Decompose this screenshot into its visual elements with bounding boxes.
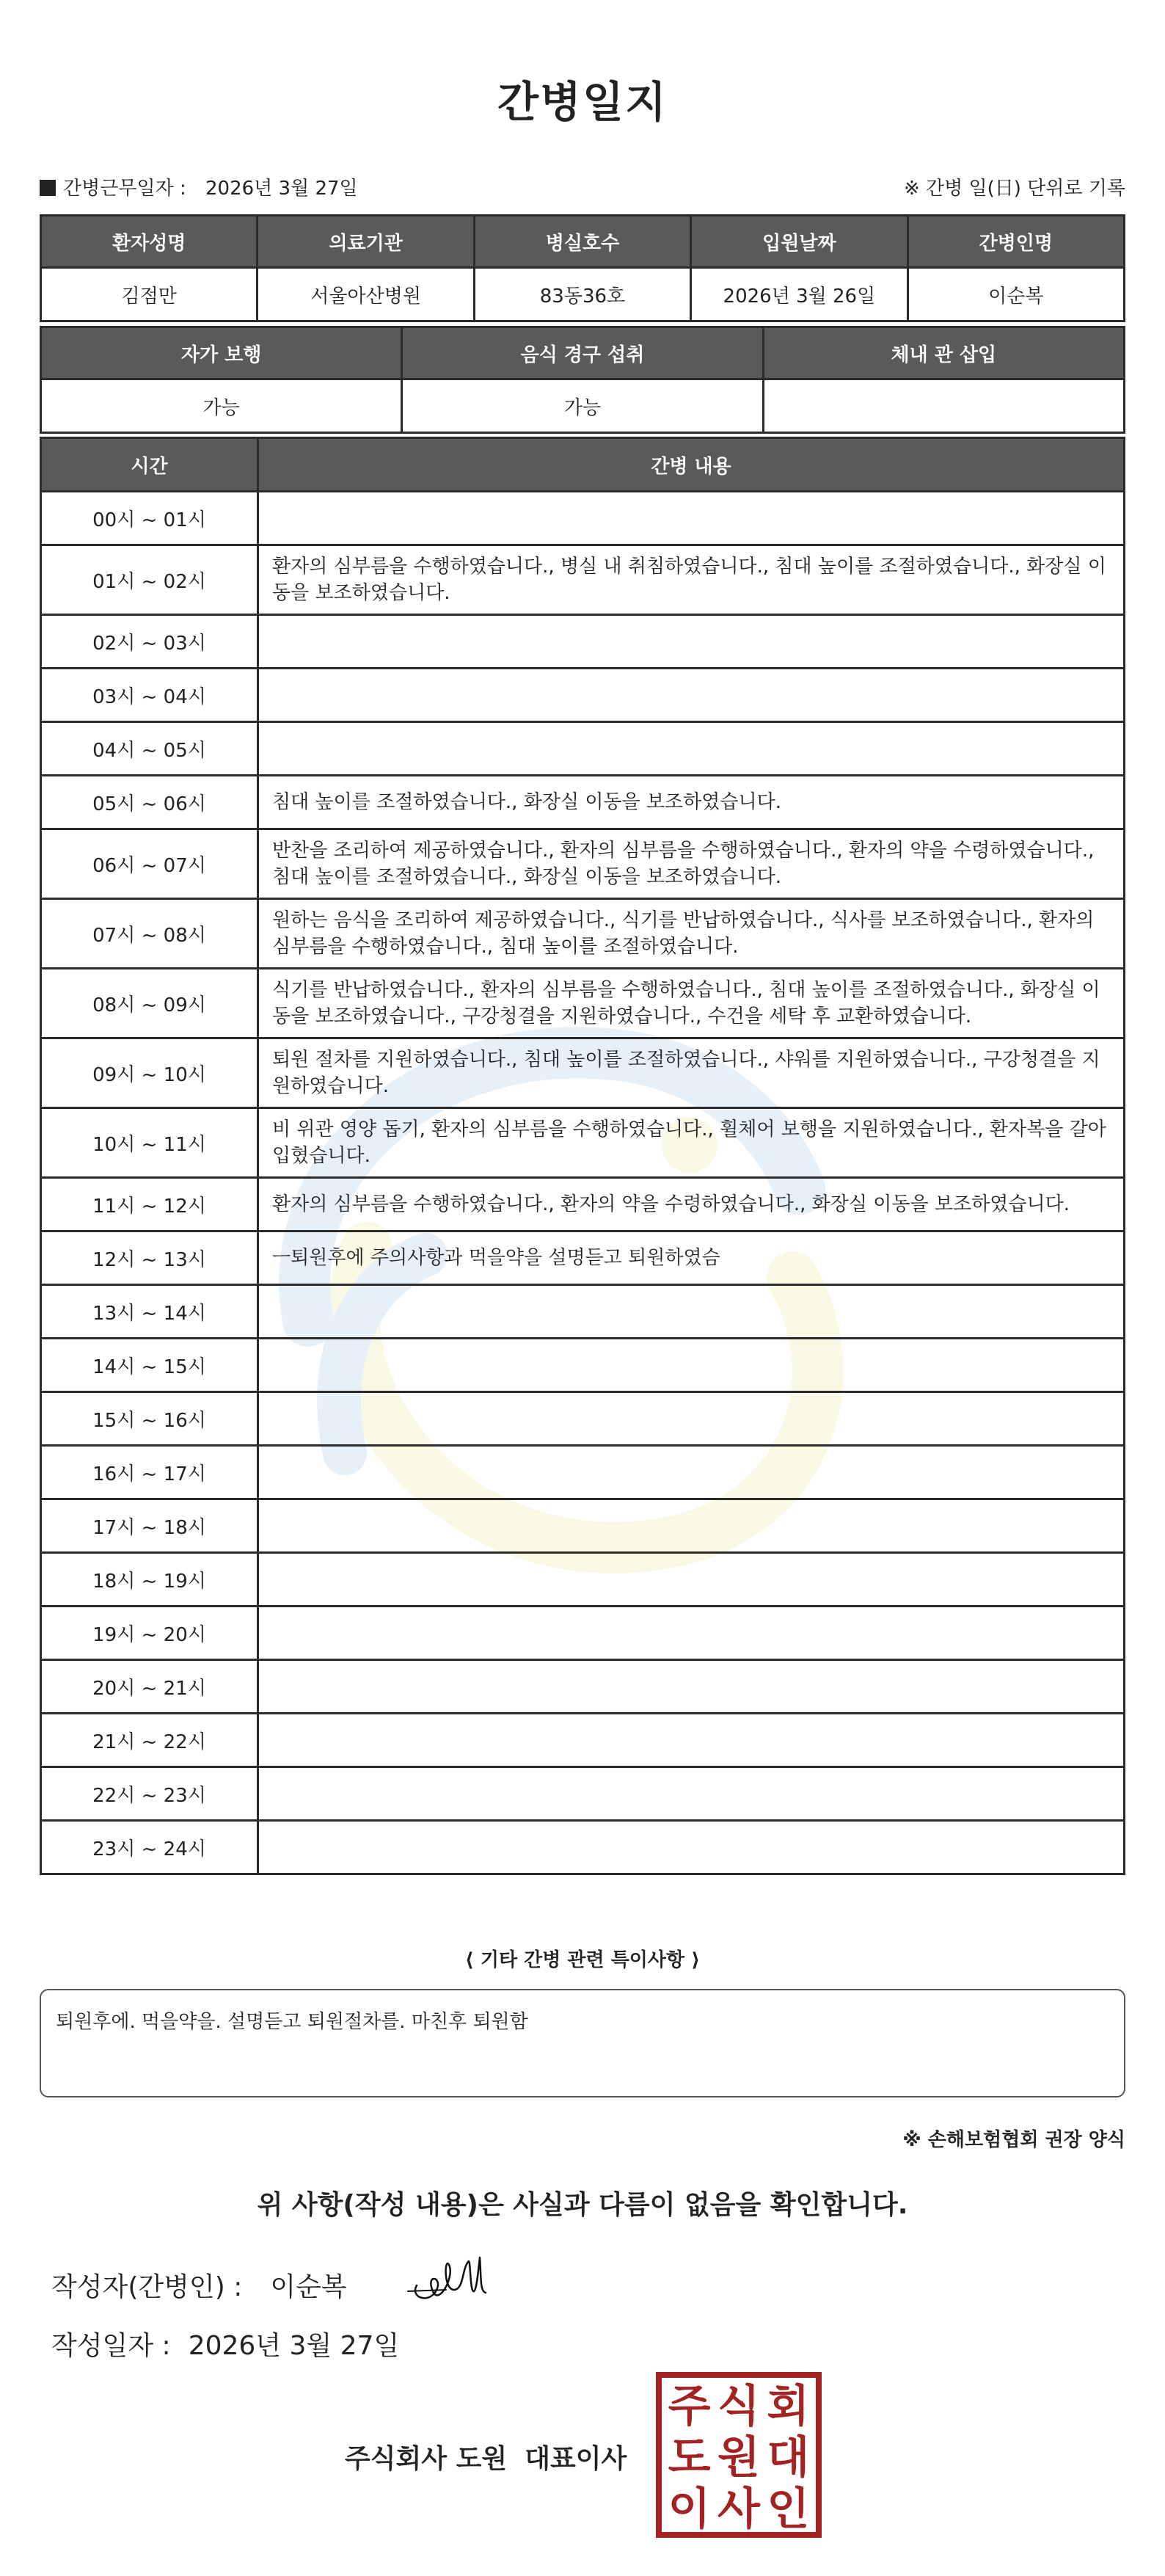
table-row bbox=[41, 1285, 1125, 1339]
seal-character: 식 bbox=[717, 2381, 760, 2432]
log-time: 07시 ~ 08시 bbox=[41, 899, 258, 969]
table-row bbox=[41, 615, 1125, 669]
header-admission-date: 입원날짜 bbox=[691, 216, 907, 268]
table-row bbox=[41, 1607, 1125, 1660]
table-row bbox=[41, 1339, 1125, 1392]
writer-line bbox=[51, 2266, 347, 2304]
special-notes-box: 퇴원후에. 먹을약을. 설명듣고 퇴원절차를. 마친후 퇴원함 bbox=[40, 1989, 1125, 2097]
header-time: 시간 bbox=[41, 438, 258, 492]
log-time: 11시 ~ 12시 bbox=[41, 1178, 258, 1231]
header-oral-intake: 음식 경구 섭취 bbox=[402, 327, 763, 379]
log-content bbox=[258, 1767, 1125, 1821]
patient-info-table bbox=[40, 214, 1125, 322]
table-row bbox=[41, 1231, 1125, 1285]
table-row bbox=[41, 1499, 1125, 1553]
log-content: 퇴원 절차를 지원하였습니다., 침대 높이를 조절하였습니다., 샤워를 지원하였습니다., 구강청결을 지원하였습니다. bbox=[258, 1038, 1125, 1108]
oral-intake-status: 가능 bbox=[402, 379, 763, 433]
room-number: 83동36호 bbox=[474, 268, 690, 321]
header-hospital: 의료기관 bbox=[258, 216, 474, 268]
table-row bbox=[41, 1038, 1125, 1108]
patient-status-table bbox=[40, 326, 1125, 434]
tube-status bbox=[763, 379, 1124, 433]
header-caregiver: 간병인명 bbox=[907, 216, 1124, 268]
table-row bbox=[41, 899, 1125, 969]
company-line bbox=[345, 2438, 627, 2475]
seal-character: 도 bbox=[668, 2432, 711, 2484]
log-content: 비 위관 영양 돕기, 환자의 심부름을 수행하였습니다., 휠체어 보행을 지원하였습니다., 환자복을 갈아입혔습니다. bbox=[258, 1108, 1125, 1178]
header-tube: 체내 관 삽입 bbox=[763, 327, 1124, 379]
confirm-statement: 위 사항(작성 내용)은 사실과 다름이 없음을 확인합니다. bbox=[257, 2190, 908, 2220]
table-row bbox=[41, 722, 1125, 776]
table-row bbox=[41, 1714, 1125, 1767]
table-row bbox=[41, 1821, 1125, 1874]
representative-title: 대표이사 bbox=[525, 2444, 627, 2474]
care-log-body bbox=[41, 492, 1125, 1874]
table-row bbox=[41, 776, 1125, 829]
log-time: 20시 ~ 21시 bbox=[41, 1660, 258, 1714]
written-date-label: 작성일자 : bbox=[51, 2331, 171, 2361]
log-time: 02시 ~ 03시 bbox=[41, 615, 258, 669]
log-time: 08시 ~ 09시 bbox=[41, 969, 258, 1038]
document-title: 간병일지 bbox=[497, 77, 668, 127]
log-content bbox=[258, 1446, 1125, 1499]
recommend-note: ※ 손해보험협회 권장 양식 bbox=[902, 2129, 1125, 2151]
log-time: 14시 ~ 15시 bbox=[41, 1339, 258, 1392]
patient-name: 김점만 bbox=[41, 268, 258, 321]
work-date-label: 간병근무일자 : bbox=[63, 178, 186, 200]
log-content bbox=[258, 1714, 1125, 1767]
seal-character: 인 bbox=[767, 2484, 810, 2535]
log-time: 12시 ~ 13시 bbox=[41, 1231, 258, 1285]
seal-character: 사 bbox=[717, 2484, 760, 2535]
seal-character: 주 bbox=[668, 2381, 711, 2432]
log-content: 식기를 반납하였습니다., 환자의 심부름을 수행하였습니다., 침대 높이를 조절하였습니다., 화장실 이동을 보조하였습니다., 구강청결을 지원하였습니다., 수건을 세탁 후 교환하였습니다. bbox=[258, 969, 1125, 1038]
log-content bbox=[258, 1821, 1125, 1874]
table-row bbox=[41, 1660, 1125, 1714]
log-content bbox=[258, 1285, 1125, 1339]
log-time: 03시 ~ 04시 bbox=[41, 669, 258, 722]
unit-note: ※ 간병 일(日) 단위로 기록 bbox=[903, 178, 1125, 200]
log-time: 15시 ~ 16시 bbox=[41, 1392, 258, 1446]
seal-character: 회 bbox=[767, 2381, 810, 2432]
log-content: 반찬을 조리하여 제공하였습니다., 환자의 심부름을 수행하였습니다., 환자의 약을 수령하였습니다., 침대 높이를 조절하였습니다., 화장실 이동을 보조하였습니다. bbox=[258, 829, 1125, 899]
log-time: 23시 ~ 24시 bbox=[41, 1821, 258, 1874]
table-row bbox=[41, 1446, 1125, 1499]
header-room: 병실호수 bbox=[474, 216, 690, 268]
walking-status: 가능 bbox=[41, 379, 402, 433]
log-time: 19시 ~ 20시 bbox=[41, 1607, 258, 1660]
table-row bbox=[41, 1767, 1125, 1821]
writer-label: 작성자(간병인) : bbox=[51, 2272, 243, 2302]
log-content bbox=[258, 1553, 1125, 1607]
written-date-line bbox=[51, 2325, 399, 2362]
log-time: 00시 ~ 01시 bbox=[41, 492, 258, 545]
written-date-value: 2026년 3월 27일 bbox=[188, 2331, 400, 2361]
admission-date: 2026년 3월 26일 bbox=[691, 268, 907, 321]
log-content: 원하는 음식을 조리하여 제공하였습니다., 식기를 반납하였습니다., 식사를 보조하였습니다., 환자의 심부름을 수행하였습니다., 침대 높이를 조절하였습니다. bbox=[258, 899, 1125, 969]
table-row bbox=[41, 1108, 1125, 1178]
table-row bbox=[41, 669, 1125, 722]
hospital: 서울아산병원 bbox=[258, 268, 474, 321]
log-time: 18시 ~ 19시 bbox=[41, 1553, 258, 1607]
log-content bbox=[258, 492, 1125, 545]
log-content: 침대 높이를 조절하였습니다., 화장실 이동을 보조하였습니다. bbox=[258, 776, 1125, 829]
log-content bbox=[258, 1392, 1125, 1446]
header-patient-name: 환자성명 bbox=[41, 216, 258, 268]
seal-grid bbox=[665, 2381, 813, 2535]
table-row bbox=[41, 1392, 1125, 1446]
log-time: 01시 ~ 02시 bbox=[41, 545, 258, 615]
log-content bbox=[258, 1607, 1125, 1660]
table-row bbox=[41, 969, 1125, 1038]
table-row bbox=[41, 492, 1125, 545]
log-content bbox=[258, 722, 1125, 776]
table-row bbox=[41, 1178, 1125, 1231]
log-content bbox=[258, 1339, 1125, 1392]
seal-character: 이 bbox=[668, 2484, 711, 2535]
table-row bbox=[41, 1553, 1125, 1607]
care-log-table bbox=[40, 437, 1125, 1875]
log-content bbox=[258, 1499, 1125, 1553]
header-content: 간병 내용 bbox=[258, 438, 1125, 492]
special-notes-title: ⟨ 기타 간병 관련 특이사항 ⟩ bbox=[464, 1949, 701, 1971]
log-content: 환자의 심부름을 수행하였습니다., 환자의 약을 수령하였습니다., 화장실 이동을 보조하였습니다. bbox=[258, 1178, 1125, 1231]
meta-row bbox=[40, 173, 1125, 205]
log-content bbox=[258, 669, 1125, 722]
log-time: 22시 ~ 23시 bbox=[41, 1767, 258, 1821]
log-time: 16시 ~ 17시 bbox=[41, 1446, 258, 1499]
log-time: 06시 ~ 07시 bbox=[41, 829, 258, 899]
table-row bbox=[41, 829, 1125, 899]
seal-character: 원 bbox=[717, 2432, 760, 2484]
log-time: 05시 ~ 06시 bbox=[41, 776, 258, 829]
log-time: 10시 ~ 11시 bbox=[41, 1108, 258, 1178]
signature-icon bbox=[403, 2247, 499, 2313]
log-content bbox=[258, 1660, 1125, 1714]
writer-name: 이순복 bbox=[270, 2272, 347, 2302]
header-walking: 자가 보행 bbox=[41, 327, 402, 379]
log-content: ㅡ퇴원후에 주의사항과 먹을약을 설명듣고 퇴원하였슴 bbox=[258, 1231, 1125, 1285]
log-content: 환자의 심부름을 수행하였습니다., 병실 내 취침하였습니다., 침대 높이를 조절하였습니다., 화장실 이동을 보조하였습니다. bbox=[258, 545, 1125, 615]
work-date-value: 2026년 3월 27일 bbox=[205, 178, 358, 200]
company-seal bbox=[656, 2372, 822, 2538]
log-content bbox=[258, 615, 1125, 669]
log-time: 21시 ~ 22시 bbox=[41, 1714, 258, 1767]
company-name: 주식회사 도원 bbox=[345, 2444, 508, 2474]
seal-character: 대 bbox=[767, 2432, 810, 2484]
log-time: 04시 ~ 05시 bbox=[41, 722, 258, 776]
log-time: 13시 ~ 14시 bbox=[41, 1285, 258, 1339]
table-row bbox=[41, 545, 1125, 615]
work-date bbox=[40, 173, 358, 200]
log-time: 09시 ~ 10시 bbox=[41, 1038, 258, 1108]
caregiver-name: 이순복 bbox=[907, 268, 1124, 321]
square-bullet-icon bbox=[40, 180, 56, 196]
log-time: 17시 ~ 18시 bbox=[41, 1499, 258, 1553]
